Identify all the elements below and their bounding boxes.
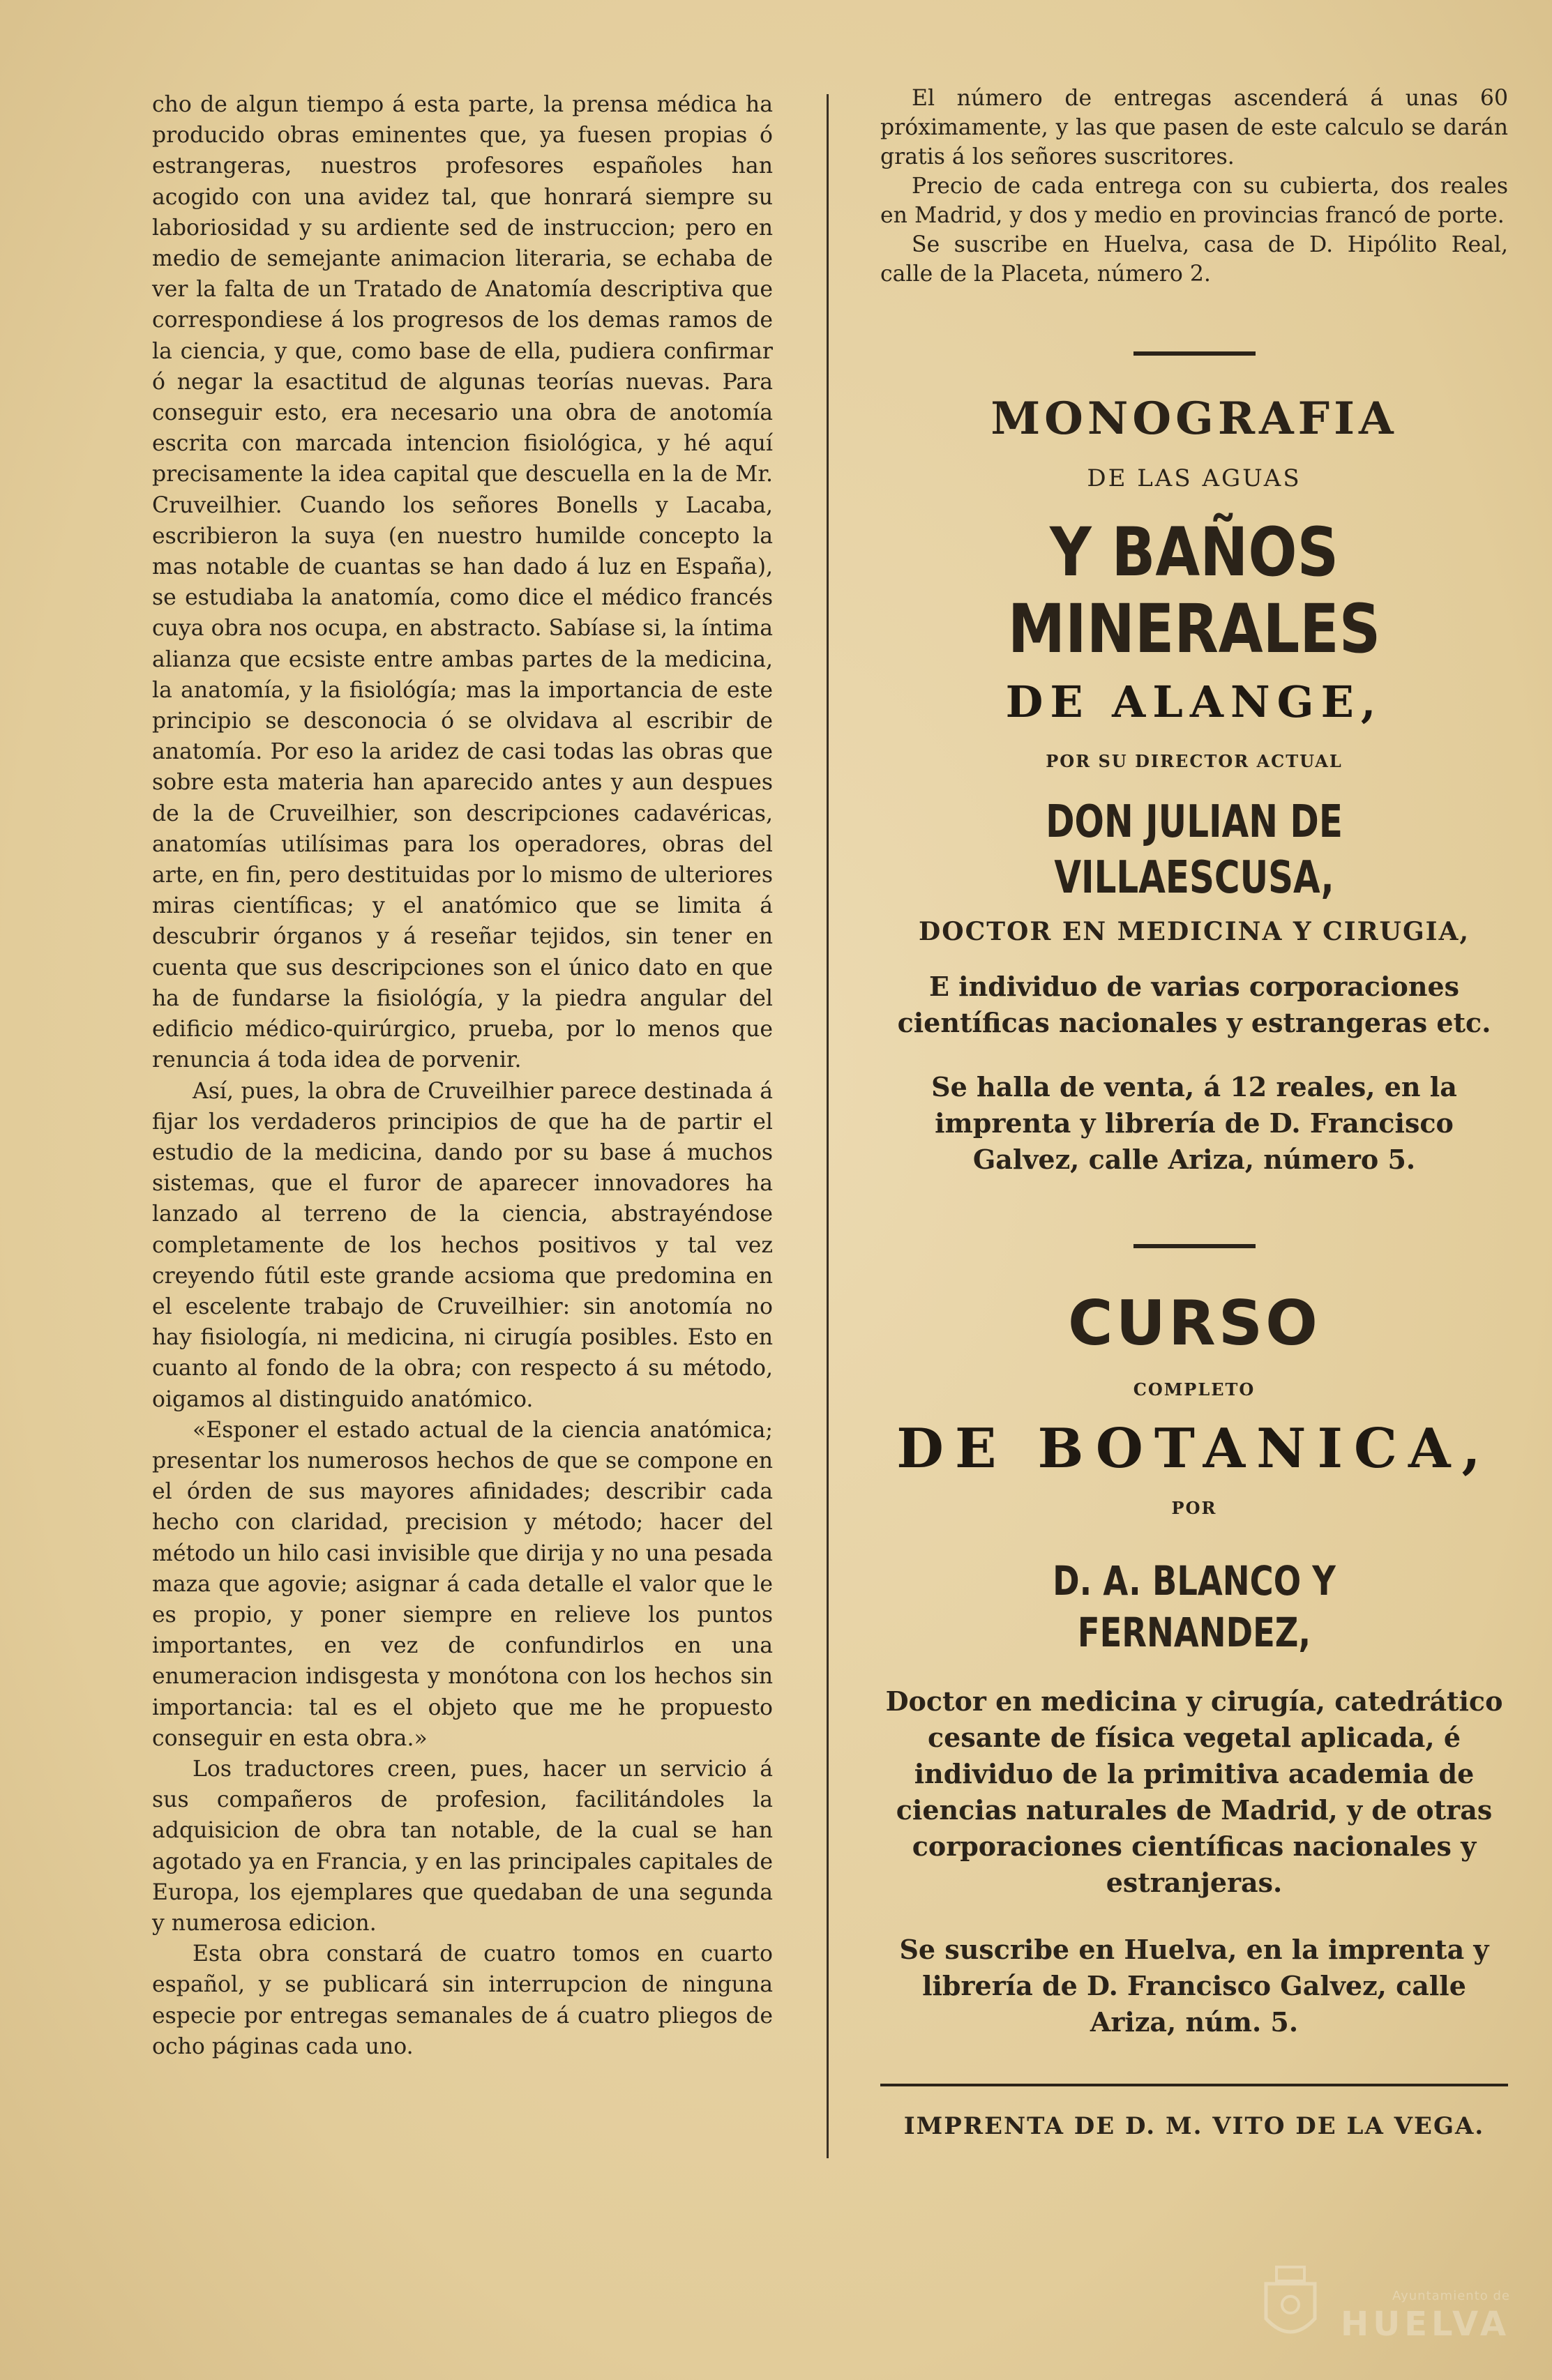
- ad-description: E individuo de varias corporaciones científicas nacionales y estrangeras etc.: [897, 971, 1491, 1038]
- article-paragraph: Esta obra constará de cuatro tomos en cuarto español, y se publicará sin interrupcion de ninguna especie por entregas semanales de á cuatro pliegos de ocho páginas cada uno.: [152, 1941, 773, 2059]
- article-paragraph: Así, pues, la obra de Cruveilhier parece destinada á fijar los verdaderos principios de que ha de partir el estudio de la medicina, dando por su base á muchos sistemas, que el furor de aparecer innovadores ha lanzado al terreno de la ciencia, abstrayéndose completamente de los hechos positivos y tal vez creyendo fútil este grande acsioma que predomina en el escelente trabajo de Cruveilhier: sin anotomía no hay fisiología, ni medicina, ni cirugía posibles. Esto en cuanto al fondo de la obra; con respecto á su método, oigamos al distinguido anatómico.: [152, 1078, 773, 1412]
- divider: [1133, 1244, 1256, 1248]
- left-column: [152, 89, 773, 2062]
- ad-description: Doctor en medicina y cirugía, catedrático cesante de física vegetal aplicada, é individuo de la primitiva academia de ciencias naturales de Madrid, y de otras corporaciones científicas nacionales y estranjeras.: [885, 1685, 1503, 1898]
- ad-by-line: POR: [1171, 1498, 1217, 1518]
- ad-main-title: DE BOTANICA,: [896, 1417, 1492, 1480]
- footer-rule: [880, 2084, 1508, 2086]
- ad-title: MONOGRAFIA: [990, 393, 1398, 445]
- right-column: [880, 84, 1508, 2141]
- ad-title: CURSO: [1068, 1287, 1320, 1359]
- ad-by-line: POR SU DIRECTOR ACTUAL: [1046, 751, 1343, 771]
- article-paragraph: Los traductores creen, pues, hacer un servicio á sus compañeros de profesion, facilitándoles la adquisicion de obra tan notable, de la cual se han agotado ya en Francia, y en las principales capitales de Europa, los ejemplares que quedaban de una segunda y numerosa edicion.: [152, 1756, 773, 1936]
- watermark-city: HUELVA: [1341, 2305, 1510, 2344]
- notice-paragraph: Se suscribe en Huelva, casa de D. Hipólito Real, calle de la Placeta, número 2.: [880, 232, 1508, 287]
- coat-of-arms-icon: [1259, 2263, 1322, 2347]
- ad-place: DE ALANGE,: [1005, 676, 1383, 727]
- ad-main-title: Y BAÑOS MINERALES: [1007, 513, 1381, 668]
- ad-sale-info: Se halla de venta, á 12 reales, en la imprenta y librería de D. Francisco Galvez, calle Ariza, número 5.: [931, 1071, 1457, 1175]
- ad-author: D. A. BLANCO Y FERNANDEZ,: [1053, 1557, 1336, 1656]
- watermark: [1259, 2221, 1510, 2347]
- article-paragraph: «Esponer el estado actual de la ciencia anatómica; presentar los numerosos hechos de que se compone en el órden de sus mayores afinidades; describir cada hecho con claridad, precision y método; hacer del método un hilo casi invisible que dirija y no una pesada maza que agovie; asignar á cada detalle el valor que le es propio, y poner siempre en relieve los puntos importantes, en vez de confundirlos en una enumeracion indisgesta y monótona con los hechos sin importancia: tal es el objeto que me he propuesto conseguir en esta obra.»: [152, 1417, 773, 1751]
- imprint: IMPRENTA DE D. M. VITO DE LA VEGA.: [903, 2112, 1485, 2140]
- watermark-label: Ayuntamiento de: [1392, 2289, 1510, 2303]
- column-divider: [827, 94, 829, 2158]
- ad-author: DON JULIAN DE VILLAESCUSA,: [1046, 796, 1343, 904]
- ad-subscription-info: Se suscribe en Huelva, en la imprenta y librería de D. Francisco Galvez, calle Ariza, núm. 5.: [899, 1934, 1489, 2038]
- ad-degree: DOCTOR EN MEDICINA Y CIRUGIA,: [918, 917, 1470, 946]
- notice-paragraph: El número de entregas ascenderá á unas 60 próximamente, y las que pasen de este calculo se darán gratis á los señores suscritores.: [880, 86, 1508, 169]
- notice-paragraph: Precio de cada entrega con su cubierta, dos reales en Madrid, y dos y medio en provincias francó de porte.: [880, 174, 1508, 228]
- article-paragraph: cho de algun tiempo á esta parte, la prensa médica ha producido obras eminentes que, ya fuesen propias ó estrangeras, nuestros profesores españoles han acogido con una avidez tal, que honrará siempre su laboriosidad y su ardiente sed de instruccion; pero en medio de semejante animacion literaria, se echaba de ver la falta de un Tratado de Anatomía descriptiva que correspondiese á los progresos de los demas ramos de la ciencia, y que, como base de ella, pudiera confirmar ó negar la esactitud de algunas teorías nuevas. Para conseguir esto, era necesario una obra de anotomía escrita con marcada intencion fisiológica, y hé aquí precisamente la idea capital que descuella en la de Mr. Cruveilhier. Cuando los señores Bonells y Lacaba, escribieron la suya (en nuestro humilde concepto la mas notable de cuantas se han dado á luz en España), se estudiaba la anatomía, como dice el médico francés cuya obra nos ocupa, en abstracto. Sabíase si, la íntima alianza que ecsiste entre ambas partes de la medicina, la anatomía, y la fisiológía; mas la importancia de este principio se desconocia ó se olvidava al escribir de anatomía. Por eso la aridez de casi todas las obras que sobre esta materia han aparecido antes y aun despues de la de Cruveilhier, son descripciones cadavéricas, anatomías utilísimas para los operadores, obras del arte, en fin, pero destituidas por lo mismo de ulteriores miras científicas; y el anatómico que se limita á descubrir órganos y á reseñar tejidos, sin tener en cuenta que sus descripciones son el único dato en que ha de fundarse la fisiológía, y la piedra angular del edificio médico-quirúrgico, prueba, por lo menos que renuncia á toda idea de porvenir.: [152, 92, 773, 1073]
- advertisement-monografia: [880, 351, 1508, 1178]
- ad-subtitle: DE LAS AGUAS: [1087, 464, 1302, 492]
- advertisement-curso: [880, 1244, 1508, 2040]
- divider: [1133, 351, 1256, 356]
- ad-subtitle: COMPLETO: [1133, 1379, 1256, 1400]
